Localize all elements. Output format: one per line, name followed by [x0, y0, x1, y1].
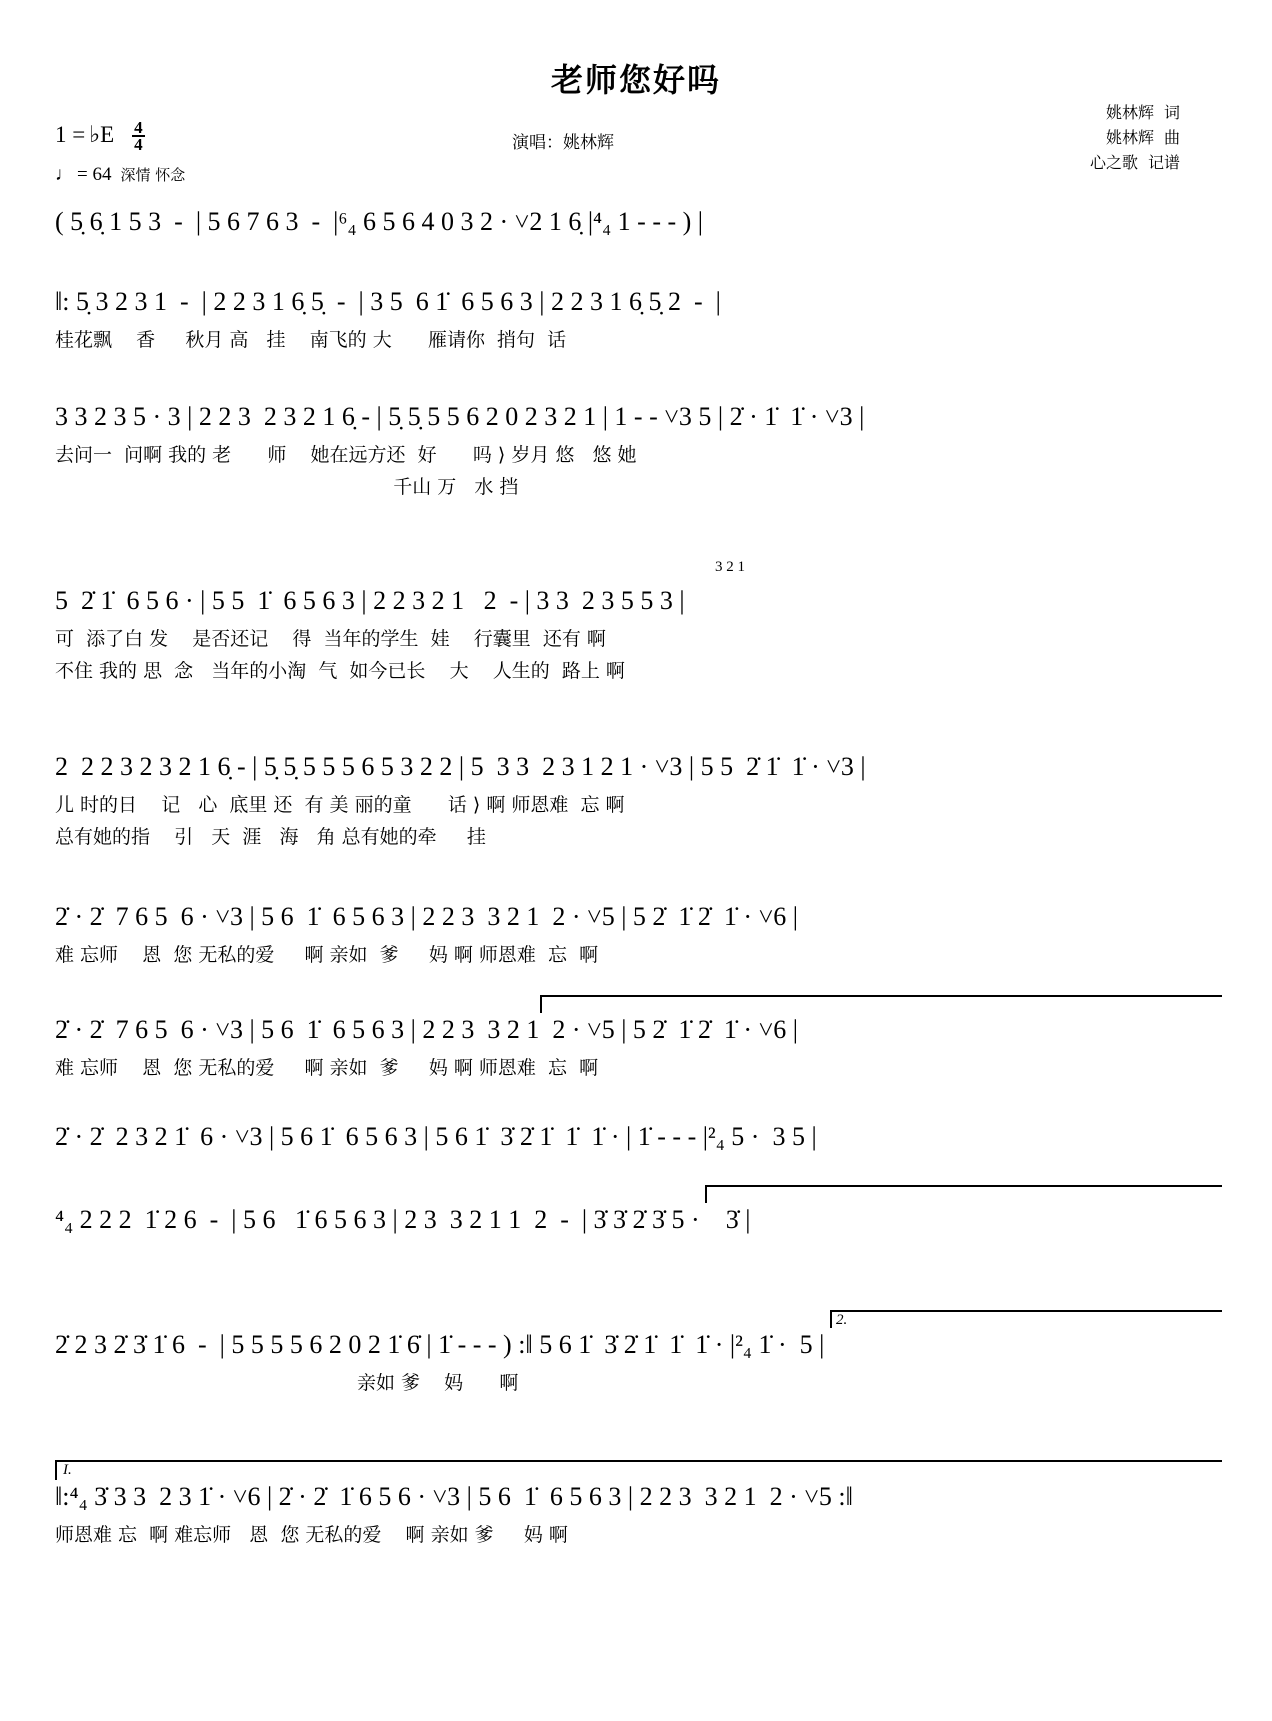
credit-transcriber-name: 心之歌	[1089, 153, 1138, 172]
time-signature-bottom: 4	[134, 135, 143, 154]
mood-marking: 深情 怀念	[120, 166, 186, 184]
credit-lyricist-role: 词	[1163, 103, 1180, 122]
volta-bracket-3	[830, 1310, 1222, 1328]
system-9	[55, 1310, 1220, 1398]
notation-line: 2 2 2 3 2 3 2 1 6̣ - | 5̣ 5̣ 5 5 5 6 5 3 2 2 | 5 3 3 2 3 1 2 1 · ˅3 | 5 5 2̇ 1̇ 1̇ · ˅3 |	[55, 752, 866, 781]
notation-line: 2̇ · 2̇ 2 3 2 1̇ 6 · ˅3 | 5 6 1̇ 6 5 6 3 | 5 6 1̇ 3̇ 2̇ 1̇ 1̇ 1̇ · | 1̇ - - - |²₄ 5 · 3 5 |	[55, 1122, 817, 1151]
credits-block	[1090, 100, 1180, 175]
system-5	[55, 900, 1220, 970]
time-signature-top: 4	[134, 118, 143, 137]
notation-line: 3 3 2 3 5 · 3 | 2 2 3 2 3 2 1 6̣ - | 5̣ 5̣ 5 5 6 2 0 2 3 2 1 | 1 - - ˅3 5 | 2̇ · 1̇ 1̇ · ˅3 |	[55, 402, 865, 431]
notation-line: 5 2̇ 1̇ 6 5 6 · | 5 5 1̇ 6 5 6 3 | 2 2 3 2 1 2 - | 3 3 2 3 5 5 3 |	[55, 586, 685, 615]
time-signature	[132, 120, 145, 152]
lyrics-line-verse2: 不住 我的 思 念 当年的小淘 气 如今已长 大 人生的 路上 啊	[55, 660, 625, 682]
system-intro	[55, 205, 1220, 239]
notation-ornament: 3 2 1	[715, 559, 745, 575]
notation-line: 2̇ · 2̇ 7 6 5 6 · ˅3 | 5 6 1̇ 6 5 6 3 | 2 2 3 3 2 1 2 · ˅5 | 5 2̇ 1̇ 2̇ 1̇ · ˅6 |	[55, 1015, 798, 1044]
key-label: 1 =	[55, 122, 86, 147]
system-3	[55, 550, 1220, 686]
system-8	[55, 1185, 1220, 1243]
notation-line: ‖: 5̣ 3 2 3 1 - | 2 2 3 1 6̣ 5̣ - | 3 5 6 1̇ 6 5 6 3 | 2 2 3 1 6̣ 5̣ 2 - |	[55, 287, 721, 316]
notation-line: ⁴₄ 2 2 2 1̇ 2 6 - | 5 6 1̇ 6 5 6 3 | 2 3 3 2 1 1 2 - | 3̇ 3̇ 2̇ 3̇ 5 · 3̇ |	[55, 1205, 751, 1234]
key-value: ♭E	[89, 122, 115, 147]
system-1	[55, 285, 1220, 355]
credit-composer-name: 姚林辉	[1105, 128, 1154, 147]
lyrics-line: 桂花飘 香 秋月 高 挂 南飞的 大 雁请你 捎句 话	[55, 329, 567, 351]
lyrics-line: 可 添了白 发 是否还记 得 当年的学生 娃 行囊里 还有 啊	[55, 628, 606, 650]
notation-line: ‖:⁴₄ 3̇ 3 3 2 3 1̇ · ˅6 | 2̇ · 2̇ 1̇ 6 5 6 · ˅3 | 5 6 1̇ 6 5 6 3 | 2 2 3 3 2 1 2 · ˅5 :‖	[55, 1482, 853, 1511]
notation-line: 2̇ 2 3 2̇ 3̇ 1̇ 6 - | 5 5 5 5 6 2 0 2 1̇ 6̇ | 1̇ - - - ) :‖ 5 6 1̇ 3̇ 2̇ 1̇ 1̇ 1̇ · |²₄ 1̇ · 5 |	[55, 1330, 825, 1359]
volta-bracket-1	[540, 995, 1222, 1013]
volta-bracket-2	[705, 1185, 1222, 1203]
lyrics-line: 难 忘师 恩 您 无私的爱 啊 亲如 爹 妈 啊 师恩难 忘 啊	[55, 944, 599, 966]
credit-transcriber	[1090, 150, 1180, 175]
volta-bracket-4	[55, 1460, 1222, 1480]
system-7	[55, 1120, 1220, 1154]
tempo-value: = 64	[77, 164, 112, 185]
credit-composer	[1090, 125, 1180, 150]
system-4	[55, 750, 1220, 852]
tempo-marking	[55, 164, 185, 186]
credit-transcriber-role: 记谱	[1147, 153, 1180, 172]
lyrics-line-verse2: 千山 万 水 挡	[55, 476, 519, 498]
volta-label: 2.	[836, 1312, 848, 1328]
key-tempo-block	[55, 118, 186, 186]
singer-credit: 演唱：姚林辉	[512, 133, 614, 153]
lyrics-line: 儿 时的日 记 心 底里 还 有 美 丽的童 话 ⟩ 啊 师恩难 忘 啊	[55, 794, 625, 816]
system-6	[55, 995, 1220, 1083]
tempo-note-icon: ♩	[55, 164, 74, 185]
notation-line: 2̇ · 2̇ 7 6 5 6 · ˅3 | 5 6 1̇ 6 5 6 3 | 2 2 3 3 2 1 2 · ˅5 | 5 2̇ 1̇ 2̇ 1̇ · ˅6 |	[55, 902, 798, 931]
system-10	[55, 1460, 1220, 1550]
credit-lyricist-name: 姚林辉	[1105, 103, 1154, 122]
credit-composer-role: 曲	[1163, 128, 1180, 147]
lyrics-line: 师恩难 忘 啊 难忘师 恩 您 无私的爱 啊 亲如 爹 妈 啊	[55, 1524, 568, 1546]
system-2	[55, 400, 1220, 502]
volta-label: I.	[63, 1462, 72, 1478]
key-signature	[55, 118, 185, 154]
lyrics-line: 去问一 问啊 我的 老 师 她在远方还 好 吗 ⟩ 岁月 悠 悠 她	[55, 444, 637, 466]
lyrics-line-verse2: 总有她的指 引 天 涯 海 角 总有她的牵 挂	[55, 826, 486, 848]
page-title: 老师您好吗	[550, 61, 721, 99]
lyrics-line: 难 忘师 恩 您 无私的爱 啊 亲如 爹 妈 啊 师恩难 忘 啊	[55, 1057, 599, 1079]
notation-line: ( 5̣ 6̣ 1 5 3 - | 5 6 7 6 3 - |⁶₄ 6 5 6 4 0 3 2 · ˅2 1 6̣ |⁴₄ 1 - - - ) |	[55, 207, 704, 236]
lyrics-line: 亲如 爹 妈 啊	[55, 1372, 519, 1394]
credit-lyricist	[1090, 100, 1180, 125]
